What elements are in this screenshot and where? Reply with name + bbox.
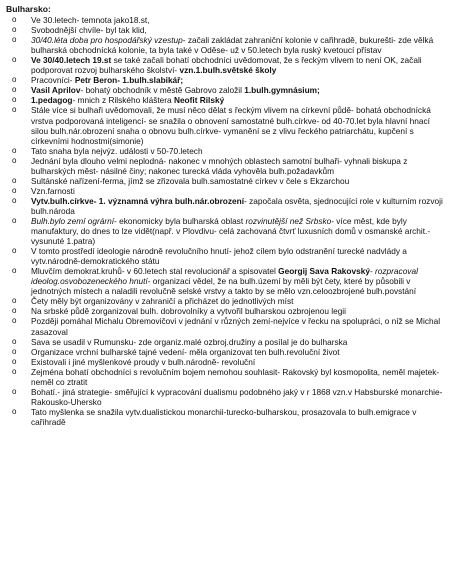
text-segment: - ekonomicky byla bulharská oblast [114,215,246,226]
text-segment: Sultánské nařízení-ferma, jímž se zřizovala bulh.samostatné církev v čele s Ekzarchou [31,175,350,186]
text-segment: Na srbské půdě zorganizoval bulh. dobrovolníky a vytvořil bulharskou ozbrojenou legii [31,306,346,317]
list-item [6,55,448,75]
text-segment: rozpracoval ideolog.osvobozeneckého hnutí [31,266,418,287]
list-item [6,387,448,407]
list-item [6,105,448,145]
text-segment: - [369,266,376,277]
list-item [6,306,448,316]
text-segment: V tomto prostředí ideologie národně revolučního hnutí- jehož cílem bylo odstranění turecké nadvlády a vytv.národně-demokratického státu [31,246,407,267]
text-segment: se také začali bohatí obchodníci uvědomovat, že s řeckým vlivem to není OK, začali podporovat rozvoj bulharského školství- [31,55,422,76]
text-segment: rozvinutější než Srbsko [245,215,332,226]
text-segment: Tato myšlenka se snažila vytv.dualistickou monarchii-turecko-bulharskou, prosazovala to bulh.emigrace v cařihradě [31,406,417,427]
text-segment: Neofit Rilský [173,95,225,106]
list-item [6,367,448,387]
text-segment: vzn.1.bulh.světské školy [179,65,277,76]
list-item [6,25,448,35]
text-segment: Ve 30/40.letech 19.st [31,55,112,66]
list-item [6,337,448,347]
list-item [6,146,448,156]
list-item [6,246,448,266]
bullet-list [6,15,448,427]
text-segment: - bohatý obchodník v městě Gabrovo založil [80,85,245,96]
list-item [6,156,448,176]
text-segment: Georgij Sava Rakovský [278,266,370,277]
text-segment: Existovali i jiné myšlenkové proudy v bulh.národně- revoluční [31,356,256,367]
list-item [6,216,448,246]
text-segment: Sava se usadil v Rumunsku- zde organiz.malé ozbroj.družiny a posílal je do bulharska [31,336,348,347]
list-item [6,266,448,296]
text-segment: - započala osvěta, sjednocující role v kulturním rozvoji bulh.národa [31,195,443,216]
text-segment: Jednání byla dlouho velmi neplodná- nakonec v mnohých oblastech samotní bulhaři- vyhnali biskupa z bulharských měst- násilné činy; nakonec turecká vláda vyhověla bulh.požadavkům [31,155,408,176]
list-item [6,357,448,367]
text-segment: Petr Beron- 1.bulh.slabikář; [74,75,184,86]
text-segment: - mnich z Rilského kláštera [72,95,174,106]
document-title: Bulharsko: [6,4,51,14]
text-segment: Později pomáhal Michalu Obremovičovi v jednání v různých zemí-nejvíce v řecku na spolupráci, o níž se Michal zasazoval [31,316,441,337]
text-segment: Mluvčím demokrat.kruhů- v 60.letech stal revolucionář a spisovatel [31,266,279,277]
list-item [6,95,448,105]
text-segment: Vasil Aprilov [31,85,81,96]
text-segment: Ve 30.letech- temnota jako18.st, [31,15,150,26]
list-item [6,296,448,306]
text-segment: 1.bulh.gymnásium; [244,85,320,96]
list-item [6,186,448,196]
list-item [6,196,448,216]
text-segment: Zejména bohatí obchodníci s revolučním bojem nemohou souhlasit- Rakovský byl kosmopolita, neměl majetek- neměl co ztratit [31,366,440,387]
text-segment: Bulh.bylo zemí ogrární [31,215,115,226]
text-segment: Stále více si bulhaři uvědomovali, že musí něco dělat s řeckým vlivem na církevní půdě- bohatá obchodnícká vrstva podporovaná inteligencí- se snažila o obnovení samostatné bulh.církve- od 40-70.let byla hlavní hnací silou bulh.nár.obrození snaha o obnovu bulh.církve- vymanění se z vlivu řeckého patriarchátu, kupčení s církevními hodnostmi(simonie) [31,105,431,146]
text-segment: 30/40.léta doba pro hospodářský vzestup [31,35,183,46]
text-segment: 1.pedagog [31,95,73,106]
list-item [6,15,448,25]
list-item [6,35,448,55]
list-item [6,75,448,85]
list-item [6,347,448,357]
list-item [6,316,448,336]
text-segment: Vzn.farnosti [31,185,75,196]
list-item [6,85,448,95]
text-segment: - organizaci vědel, že na bulh.území by měli být čety, které by působili v jednotných místech a naladili revolučně selské vrstvy a takto by se mělo vzn.celoozbrojené bulh.povstání [31,276,417,297]
text-segment: Pracovníci- [31,75,75,86]
text-segment: Čety měly být organizovány v zahraničí a přicházet do jednotlivých míst [31,296,294,307]
text-segment: - více měst, kde byly manufaktury, do dnes to lze vidět(např. v Plovdivu- celá zachovaná čtvrť luxusních domů v osmanské archit.-vysunuté 1.patra) [31,215,431,247]
text-segment: Organizace vrchní bulharské tajné vedení- měla organizovat ten bulh.revoluční život [31,346,340,357]
list-item [6,407,448,427]
text-segment: Tato snaha byla nejvýz. události v 50-70.letech [31,145,203,156]
list-item [6,176,448,186]
text-segment: - začali zakládat zahraniční kolonie v cařihradě, bukurešti- zde vělká bulharská obchodnícká kolonie, ta byla také v Oděse- už v 50.letech byla ruský kvetoucí přístav [31,35,434,56]
text-segment: Bohatí.- jiná strategie- směřující k vypracování dualismu podobného jaký v r 1868 vzn.v Habsburské monarchie- Rakousko-Uhersko [31,386,443,407]
text-segment: Vytv.bulh.církve- 1. významná výhra bulh.nár.obrození [31,195,245,206]
text-segment: Svobodnější chvíle- byl tak klid, [31,25,147,36]
